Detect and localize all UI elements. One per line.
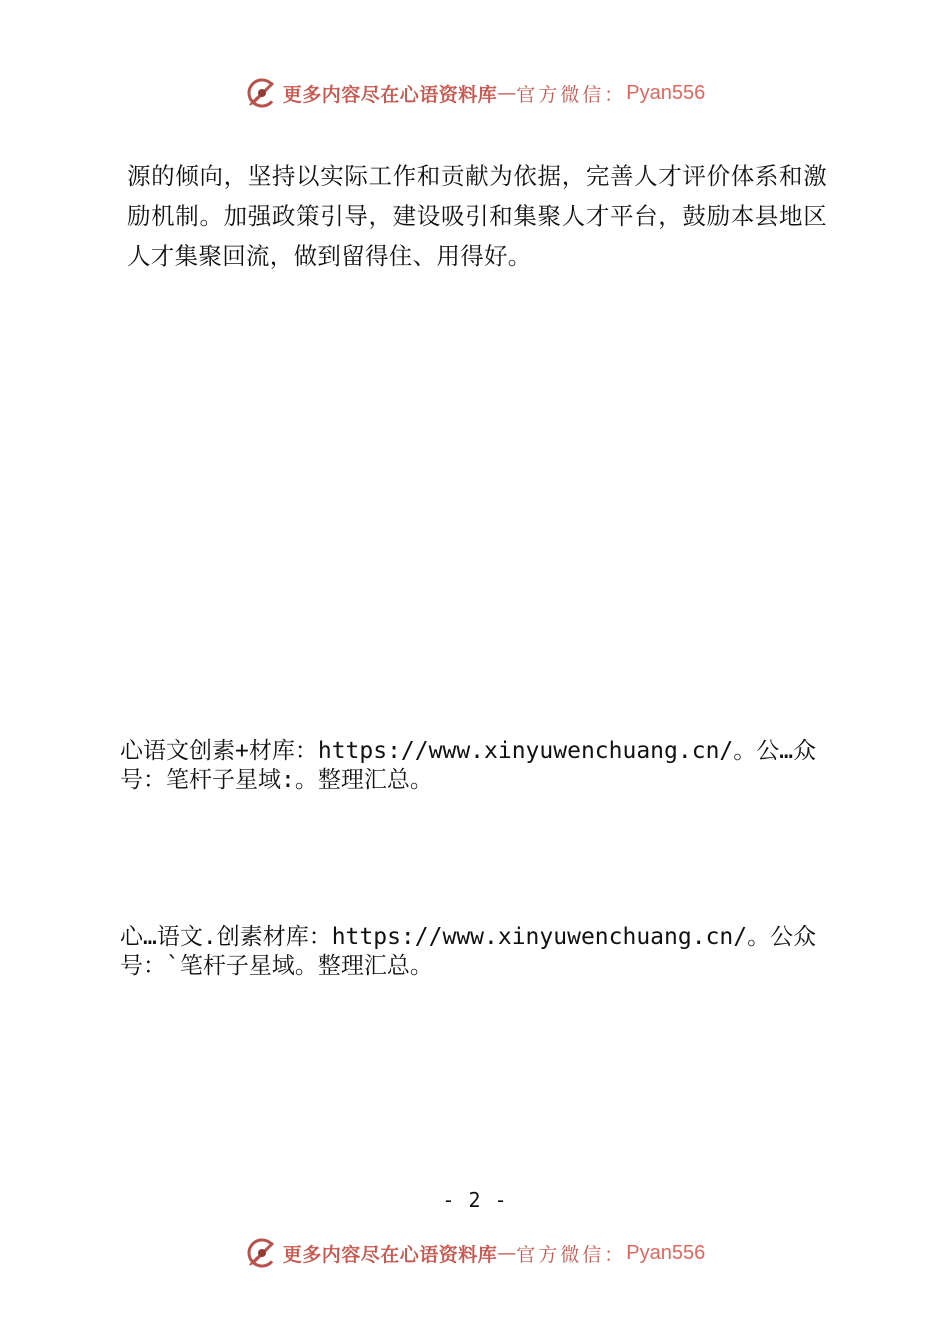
footer-banner — [0, 1233, 950, 1273]
banner-slogan: 更多内容尽在心语资料库 — [282, 1243, 498, 1266]
source-note-2: 心…语文.创素材库：https://www.xinyuwenchuang.cn/。公众号：`笔杆子星域。整理汇总。 — [120, 924, 817, 979]
banner-dash: — — [497, 1242, 517, 1264]
banner-wechat-label: 官方微信： — [516, 1243, 627, 1266]
banner-wechat-label: 官方微信： — [516, 83, 627, 106]
body-paragraph: 源的倾向，坚持以实际工作和贡献为依据，完善人才评价体系和激励机制。加强政策引导，建设吸引和集聚人才平台，鼓励本县地区人才集聚回流，做到留得住、用得好。 — [127, 162, 827, 270]
pen-circle-logo-icon — [245, 1236, 279, 1270]
banner-wechat-id: Pyan556 — [626, 81, 706, 104]
banner-dash: — — [497, 82, 517, 104]
page-number: - 2 - — [442, 1188, 508, 1212]
banner-wechat-id: Pyan556 — [626, 1241, 706, 1264]
banner-slogan: 更多内容尽在心语资料库 — [282, 83, 498, 106]
header-banner — [0, 73, 950, 113]
source-note-1: 心语文创素+材库：https://www.xinyuwenchuang.cn/。公…众号：笔杆子星域:。整理汇总。 — [120, 738, 817, 793]
pen-circle-logo-icon — [245, 76, 279, 110]
